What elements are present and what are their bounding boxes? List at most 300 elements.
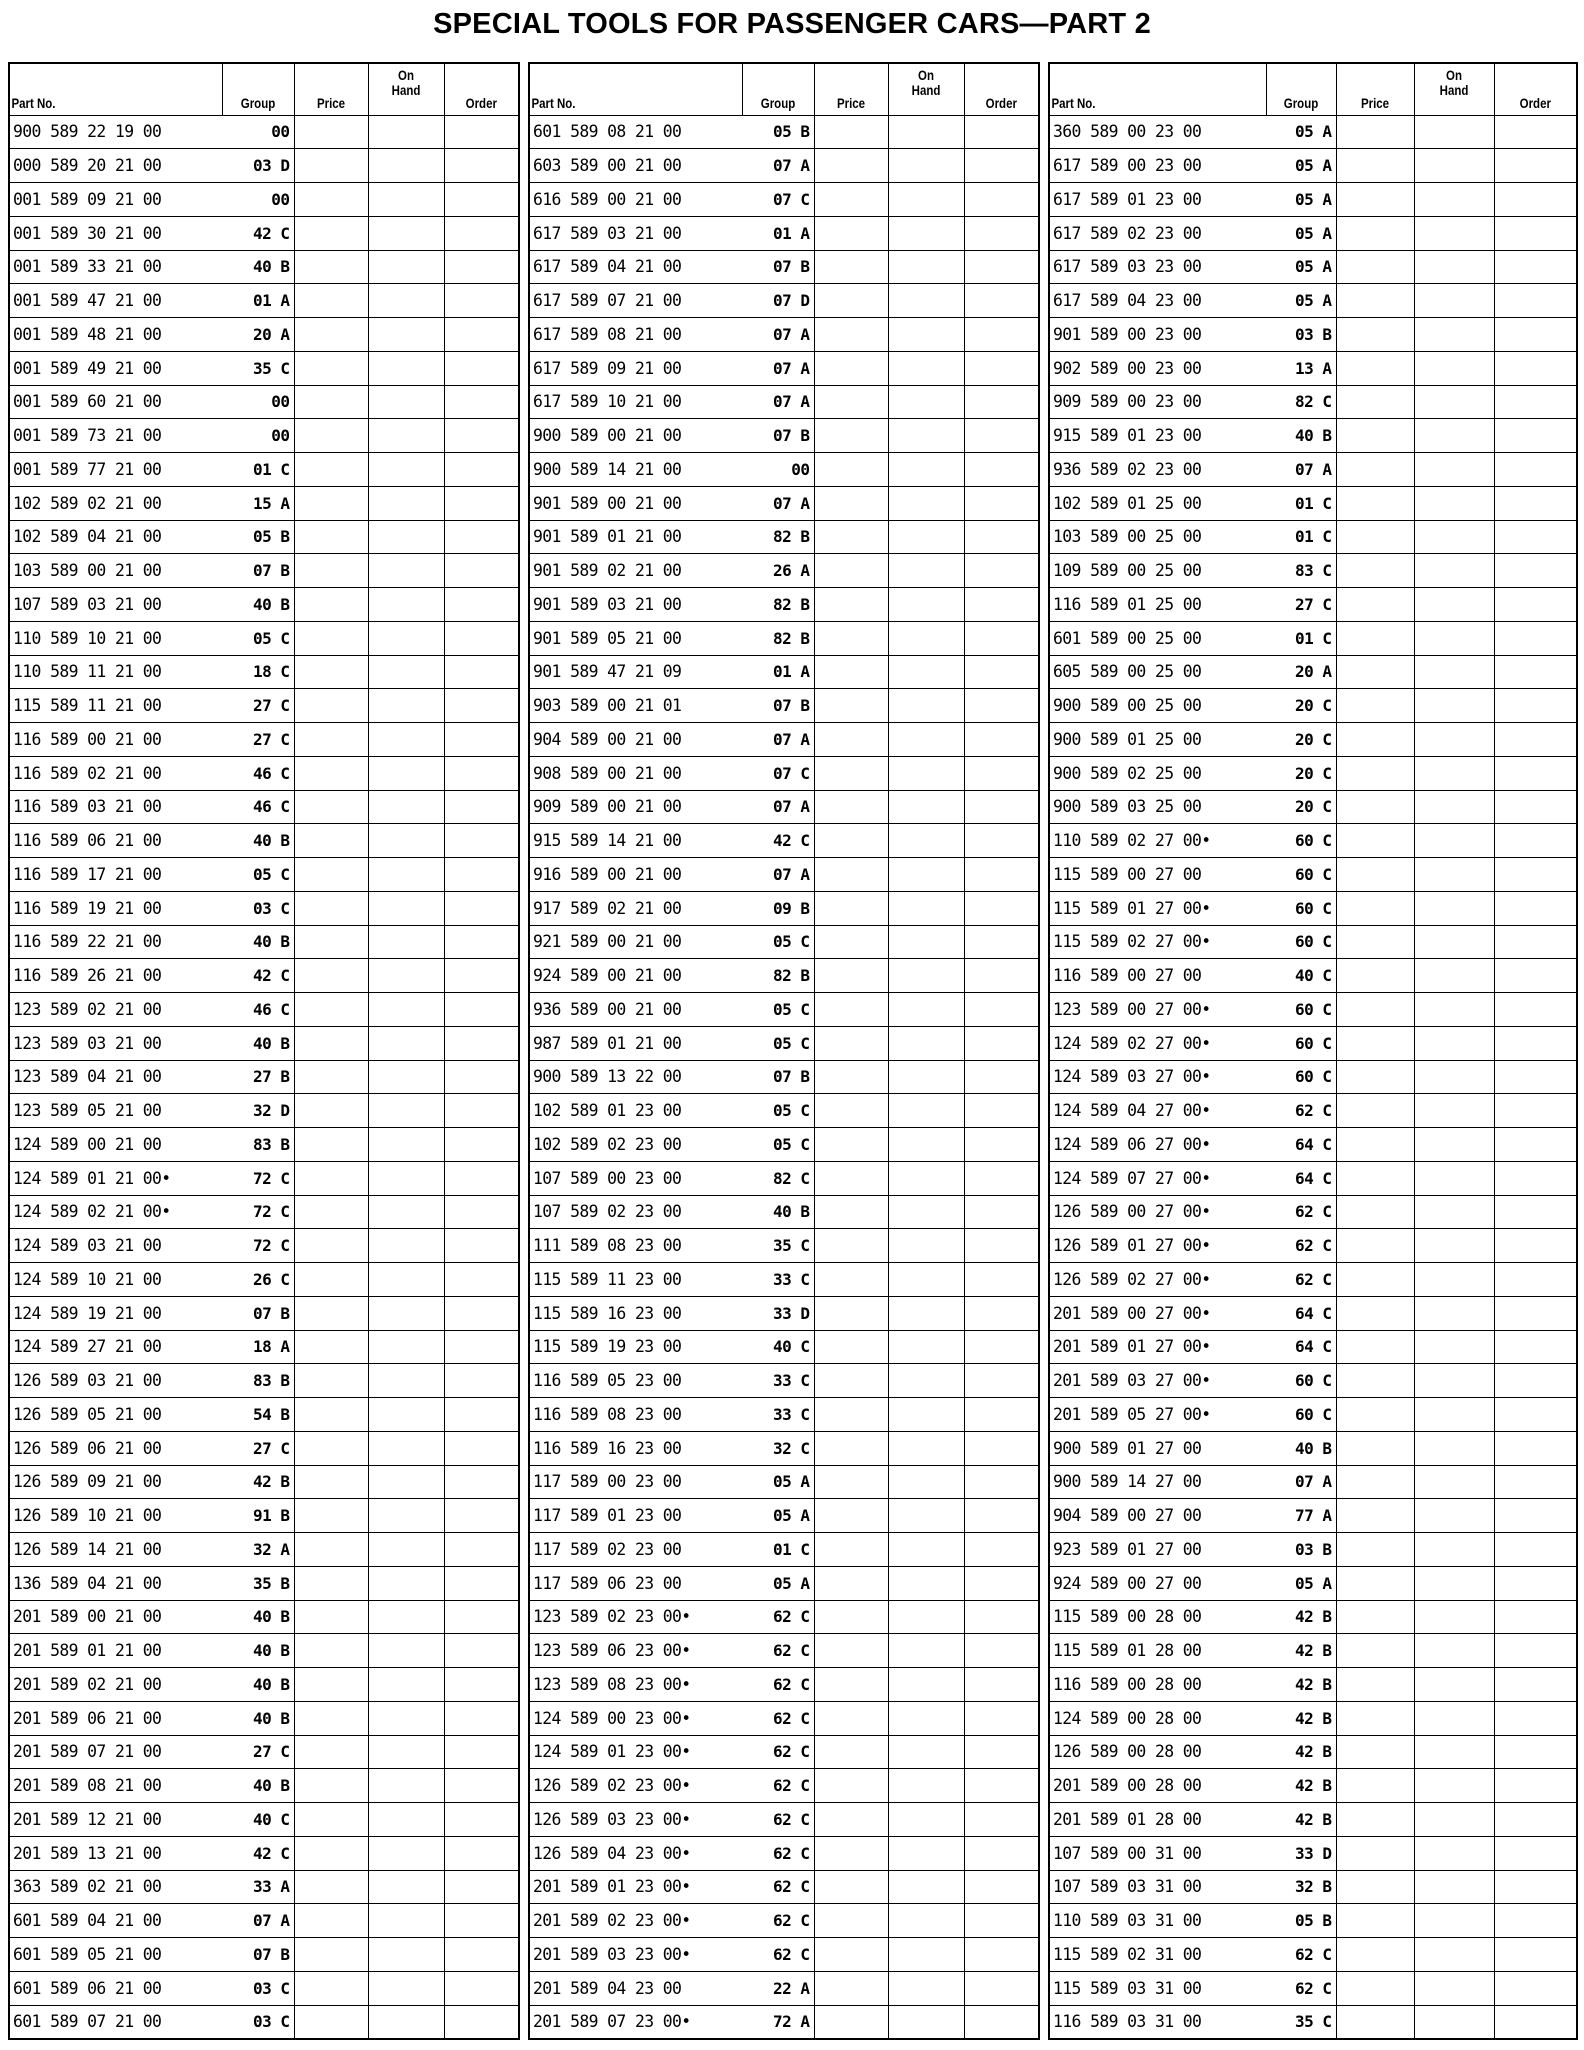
order-cell[interactable] [444,385,519,419]
on-hand-cell[interactable] [1414,1600,1494,1634]
order-cell[interactable] [1494,756,1577,790]
price-cell[interactable] [814,1566,888,1600]
order-cell[interactable] [444,1634,519,1668]
price-cell[interactable] [1336,655,1414,689]
order-cell[interactable] [964,1094,1039,1128]
price-cell[interactable] [814,1161,888,1195]
on-hand-cell[interactable] [368,1094,444,1128]
on-hand-cell[interactable] [1414,1060,1494,1094]
order-cell[interactable] [444,1938,519,1972]
on-hand-cell[interactable] [1414,149,1494,183]
on-hand-cell[interactable] [888,959,964,993]
on-hand-cell[interactable] [368,1364,444,1398]
order-cell[interactable] [444,216,519,250]
on-hand-cell[interactable] [1414,1229,1494,1263]
on-hand-cell[interactable] [888,1364,964,1398]
price-cell[interactable] [294,1769,368,1803]
price-cell[interactable] [1336,858,1414,892]
price-cell[interactable] [1336,723,1414,757]
order-cell[interactable] [1494,723,1577,757]
price-cell[interactable] [1336,1904,1414,1938]
order-cell[interactable] [1494,149,1577,183]
order-cell[interactable] [444,689,519,723]
order-cell[interactable] [1494,1229,1577,1263]
price-cell[interactable] [294,183,368,217]
order-cell[interactable] [964,723,1039,757]
price-cell[interactable] [814,453,888,487]
on-hand-cell[interactable] [888,284,964,318]
on-hand-cell[interactable] [1414,1499,1494,1533]
order-cell[interactable] [964,1668,1039,1702]
on-hand-cell[interactable] [368,520,444,554]
price-cell[interactable] [294,1803,368,1837]
on-hand-cell[interactable] [1414,1701,1494,1735]
on-hand-cell[interactable] [888,1735,964,1769]
price-cell[interactable] [294,1026,368,1060]
order-cell[interactable] [964,1330,1039,1364]
order-cell[interactable] [1494,621,1577,655]
on-hand-cell[interactable] [1414,385,1494,419]
price-cell[interactable] [814,1128,888,1162]
order-cell[interactable] [964,1769,1039,1803]
order-cell[interactable] [964,1870,1039,1904]
on-hand-cell[interactable] [888,1836,964,1870]
on-hand-cell[interactable] [1414,790,1494,824]
price-cell[interactable] [294,925,368,959]
order-cell[interactable] [1494,1735,1577,1769]
order-cell[interactable] [964,2005,1039,2039]
price-cell[interactable] [814,1803,888,1837]
order-cell[interactable] [964,891,1039,925]
price-cell[interactable] [1336,1330,1414,1364]
order-cell[interactable] [1494,554,1577,588]
price-cell[interactable] [814,216,888,250]
price-cell[interactable] [1336,1938,1414,1972]
order-cell[interactable] [1494,250,1577,284]
on-hand-cell[interactable] [1414,1431,1494,1465]
price-cell[interactable] [294,1161,368,1195]
order-cell[interactable] [444,1364,519,1398]
on-hand-cell[interactable] [1414,858,1494,892]
on-hand-cell[interactable] [1414,588,1494,622]
price-cell[interactable] [814,1634,888,1668]
on-hand-cell[interactable] [368,419,444,453]
on-hand-cell[interactable] [368,621,444,655]
order-cell[interactable] [1494,1769,1577,1803]
price-cell[interactable] [294,216,368,250]
order-cell[interactable] [964,1566,1039,1600]
price-cell[interactable] [814,1668,888,1702]
on-hand-cell[interactable] [1414,284,1494,318]
on-hand-cell[interactable] [1414,318,1494,352]
on-hand-cell[interactable] [368,385,444,419]
price-cell[interactable] [814,621,888,655]
on-hand-cell[interactable] [888,1566,964,1600]
order-cell[interactable] [444,1600,519,1634]
order-cell[interactable] [1494,385,1577,419]
order-cell[interactable] [964,115,1039,149]
price-cell[interactable] [1336,1161,1414,1195]
on-hand-cell[interactable] [888,1600,964,1634]
on-hand-cell[interactable] [1414,959,1494,993]
price-cell[interactable] [814,689,888,723]
price-cell[interactable] [294,1600,368,1634]
order-cell[interactable] [1494,1836,1577,1870]
on-hand-cell[interactable] [1414,1330,1494,1364]
order-cell[interactable] [964,1364,1039,1398]
order-cell[interactable] [964,486,1039,520]
on-hand-cell[interactable] [888,1094,964,1128]
price-cell[interactable] [294,1701,368,1735]
order-cell[interactable] [964,1263,1039,1297]
order-cell[interactable] [964,1735,1039,1769]
price-cell[interactable] [294,858,368,892]
price-cell[interactable] [1336,351,1414,385]
price-cell[interactable] [814,520,888,554]
price-cell[interactable] [294,453,368,487]
on-hand-cell[interactable] [888,925,964,959]
on-hand-cell[interactable] [888,419,964,453]
on-hand-cell[interactable] [888,1668,964,1702]
on-hand-cell[interactable] [1414,486,1494,520]
on-hand-cell[interactable] [368,486,444,520]
price-cell[interactable] [294,1195,368,1229]
order-cell[interactable] [964,1600,1039,1634]
order-cell[interactable] [964,1026,1039,1060]
on-hand-cell[interactable] [888,756,964,790]
price-cell[interactable] [294,284,368,318]
on-hand-cell[interactable] [368,756,444,790]
order-cell[interactable] [964,216,1039,250]
price-cell[interactable] [814,1398,888,1432]
price-cell[interactable] [294,149,368,183]
price-cell[interactable] [294,250,368,284]
price-cell[interactable] [294,790,368,824]
order-cell[interactable] [444,1229,519,1263]
price-cell[interactable] [294,115,368,149]
order-cell[interactable] [964,1161,1039,1195]
order-cell[interactable] [964,351,1039,385]
price-cell[interactable] [1336,115,1414,149]
on-hand-cell[interactable] [368,284,444,318]
price-cell[interactable] [294,486,368,520]
order-cell[interactable] [444,1971,519,2005]
order-cell[interactable] [444,891,519,925]
price-cell[interactable] [814,351,888,385]
on-hand-cell[interactable] [888,351,964,385]
order-cell[interactable] [964,1836,1039,1870]
on-hand-cell[interactable] [888,149,964,183]
on-hand-cell[interactable] [888,453,964,487]
price-cell[interactable] [294,1128,368,1162]
on-hand-cell[interactable] [368,1229,444,1263]
order-cell[interactable] [964,993,1039,1027]
on-hand-cell[interactable] [1414,554,1494,588]
order-cell[interactable] [444,453,519,487]
order-cell[interactable] [444,318,519,352]
price-cell[interactable] [1336,149,1414,183]
order-cell[interactable] [964,419,1039,453]
order-cell[interactable] [444,925,519,959]
order-cell[interactable] [964,1938,1039,1972]
price-cell[interactable] [294,689,368,723]
price-cell[interactable] [1336,1870,1414,1904]
on-hand-cell[interactable] [1414,1195,1494,1229]
price-cell[interactable] [814,1735,888,1769]
price-cell[interactable] [294,1971,368,2005]
on-hand-cell[interactable] [888,1128,964,1162]
order-cell[interactable] [444,824,519,858]
order-cell[interactable] [964,1465,1039,1499]
on-hand-cell[interactable] [1414,1398,1494,1432]
price-cell[interactable] [1336,1229,1414,1263]
on-hand-cell[interactable] [888,1938,964,1972]
price-cell[interactable] [1336,925,1414,959]
on-hand-cell[interactable] [888,1870,964,1904]
order-cell[interactable] [444,1330,519,1364]
on-hand-cell[interactable] [368,351,444,385]
on-hand-cell[interactable] [368,723,444,757]
order-cell[interactable] [964,1296,1039,1330]
price-cell[interactable] [814,588,888,622]
price-cell[interactable] [814,858,888,892]
price-cell[interactable] [814,318,888,352]
on-hand-cell[interactable] [1414,1296,1494,1330]
order-cell[interactable] [1494,1566,1577,1600]
on-hand-cell[interactable] [1414,115,1494,149]
on-hand-cell[interactable] [1414,1668,1494,1702]
price-cell[interactable] [1336,1195,1414,1229]
on-hand-cell[interactable] [1414,1904,1494,1938]
on-hand-cell[interactable] [888,2005,964,2039]
order-cell[interactable] [444,1094,519,1128]
on-hand-cell[interactable] [368,2005,444,2039]
order-cell[interactable] [444,1161,519,1195]
order-cell[interactable] [444,1060,519,1094]
price-cell[interactable] [294,1735,368,1769]
on-hand-cell[interactable] [1414,351,1494,385]
price-cell[interactable] [294,1296,368,1330]
price-cell[interactable] [1336,1060,1414,1094]
on-hand-cell[interactable] [368,959,444,993]
order-cell[interactable] [1494,1026,1577,1060]
price-cell[interactable] [1336,284,1414,318]
order-cell[interactable] [1494,2005,1577,2039]
price-cell[interactable] [294,554,368,588]
price-cell[interactable] [1336,1803,1414,1837]
on-hand-cell[interactable] [368,1128,444,1162]
price-cell[interactable] [814,1263,888,1297]
order-cell[interactable] [444,1668,519,1702]
on-hand-cell[interactable] [888,520,964,554]
order-cell[interactable] [1494,925,1577,959]
on-hand-cell[interactable] [368,1870,444,1904]
order-cell[interactable] [1494,1904,1577,1938]
order-cell[interactable] [444,1263,519,1297]
price-cell[interactable] [294,1499,368,1533]
on-hand-cell[interactable] [368,1634,444,1668]
on-hand-cell[interactable] [1414,419,1494,453]
order-cell[interactable] [964,959,1039,993]
price-cell[interactable] [1336,891,1414,925]
on-hand-cell[interactable] [888,1533,964,1567]
price-cell[interactable] [1336,824,1414,858]
on-hand-cell[interactable] [888,216,964,250]
price-cell[interactable] [1336,385,1414,419]
on-hand-cell[interactable] [1414,1938,1494,1972]
order-cell[interactable] [964,858,1039,892]
price-cell[interactable] [814,959,888,993]
price-cell[interactable] [814,115,888,149]
on-hand-cell[interactable] [888,858,964,892]
order-cell[interactable] [964,756,1039,790]
price-cell[interactable] [1336,1566,1414,1600]
on-hand-cell[interactable] [1414,1026,1494,1060]
price-cell[interactable] [294,756,368,790]
price-cell[interactable] [814,1938,888,1972]
price-cell[interactable] [1336,1499,1414,1533]
on-hand-cell[interactable] [368,1026,444,1060]
order-cell[interactable] [444,284,519,318]
price-cell[interactable] [1336,2005,1414,2039]
price-cell[interactable] [1336,1128,1414,1162]
on-hand-cell[interactable] [368,1938,444,1972]
price-cell[interactable] [814,891,888,925]
order-cell[interactable] [444,588,519,622]
on-hand-cell[interactable] [1414,1364,1494,1398]
on-hand-cell[interactable] [1414,1566,1494,1600]
on-hand-cell[interactable] [888,1701,964,1735]
price-cell[interactable] [294,1634,368,1668]
on-hand-cell[interactable] [368,1263,444,1297]
on-hand-cell[interactable] [1414,993,1494,1027]
on-hand-cell[interactable] [888,1161,964,1195]
price-cell[interactable] [1336,1094,1414,1128]
on-hand-cell[interactable] [368,1735,444,1769]
price-cell[interactable] [1336,1735,1414,1769]
order-cell[interactable] [964,588,1039,622]
on-hand-cell[interactable] [1414,1735,1494,1769]
on-hand-cell[interactable] [888,1263,964,1297]
price-cell[interactable] [1336,790,1414,824]
order-cell[interactable] [964,554,1039,588]
order-cell[interactable] [444,1296,519,1330]
order-cell[interactable] [444,1128,519,1162]
order-cell[interactable] [964,1195,1039,1229]
order-cell[interactable] [964,655,1039,689]
on-hand-cell[interactable] [368,453,444,487]
price-cell[interactable] [1336,520,1414,554]
order-cell[interactable] [444,1465,519,1499]
order-cell[interactable] [444,1398,519,1432]
price-cell[interactable] [1336,453,1414,487]
on-hand-cell[interactable] [368,1803,444,1837]
price-cell[interactable] [1336,318,1414,352]
order-cell[interactable] [1494,1938,1577,1972]
price-cell[interactable] [1336,689,1414,723]
on-hand-cell[interactable] [1414,1634,1494,1668]
price-cell[interactable] [814,1499,888,1533]
order-cell[interactable] [1494,1161,1577,1195]
price-cell[interactable] [814,1971,888,2005]
price-cell[interactable] [1336,1668,1414,1702]
on-hand-cell[interactable] [888,655,964,689]
price-cell[interactable] [294,1533,368,1567]
on-hand-cell[interactable] [1414,1836,1494,1870]
order-cell[interactable] [444,858,519,892]
price-cell[interactable] [814,1431,888,1465]
on-hand-cell[interactable] [368,655,444,689]
on-hand-cell[interactable] [1414,1094,1494,1128]
order-cell[interactable] [444,959,519,993]
order-cell[interactable] [1494,284,1577,318]
order-cell[interactable] [444,351,519,385]
on-hand-cell[interactable] [1414,655,1494,689]
price-cell[interactable] [1336,959,1414,993]
order-cell[interactable] [444,1836,519,1870]
on-hand-cell[interactable] [888,790,964,824]
order-cell[interactable] [444,149,519,183]
price-cell[interactable] [1336,1701,1414,1735]
price-cell[interactable] [814,1094,888,1128]
price-cell[interactable] [294,1330,368,1364]
on-hand-cell[interactable] [368,1431,444,1465]
on-hand-cell[interactable] [1414,891,1494,925]
price-cell[interactable] [814,1364,888,1398]
order-cell[interactable] [1494,1364,1577,1398]
on-hand-cell[interactable] [1414,1533,1494,1567]
price-cell[interactable] [1336,1263,1414,1297]
on-hand-cell[interactable] [1414,925,1494,959]
price-cell[interactable] [294,993,368,1027]
order-cell[interactable] [444,1026,519,1060]
price-cell[interactable] [814,723,888,757]
order-cell[interactable] [964,284,1039,318]
price-cell[interactable] [294,1904,368,1938]
price-cell[interactable] [294,959,368,993]
order-cell[interactable] [444,183,519,217]
order-cell[interactable] [444,1803,519,1837]
order-cell[interactable] [444,1735,519,1769]
price-cell[interactable] [1336,621,1414,655]
order-cell[interactable] [444,1769,519,1803]
order-cell[interactable] [1494,486,1577,520]
on-hand-cell[interactable] [368,1533,444,1567]
price-cell[interactable] [814,655,888,689]
order-cell[interactable] [1494,655,1577,689]
price-cell[interactable] [294,1398,368,1432]
price-cell[interactable] [814,1026,888,1060]
order-cell[interactable] [964,1128,1039,1162]
price-cell[interactable] [814,1701,888,1735]
on-hand-cell[interactable] [888,250,964,284]
on-hand-cell[interactable] [368,1668,444,1702]
order-cell[interactable] [444,993,519,1027]
on-hand-cell[interactable] [1414,1263,1494,1297]
on-hand-cell[interactable] [1414,453,1494,487]
on-hand-cell[interactable] [888,486,964,520]
order-cell[interactable] [444,115,519,149]
order-cell[interactable] [1494,1701,1577,1735]
on-hand-cell[interactable] [888,1431,964,1465]
on-hand-cell[interactable] [368,891,444,925]
price-cell[interactable] [294,1094,368,1128]
order-cell[interactable] [1494,183,1577,217]
price-cell[interactable] [294,824,368,858]
on-hand-cell[interactable] [368,1465,444,1499]
order-cell[interactable] [964,183,1039,217]
on-hand-cell[interactable] [1414,723,1494,757]
